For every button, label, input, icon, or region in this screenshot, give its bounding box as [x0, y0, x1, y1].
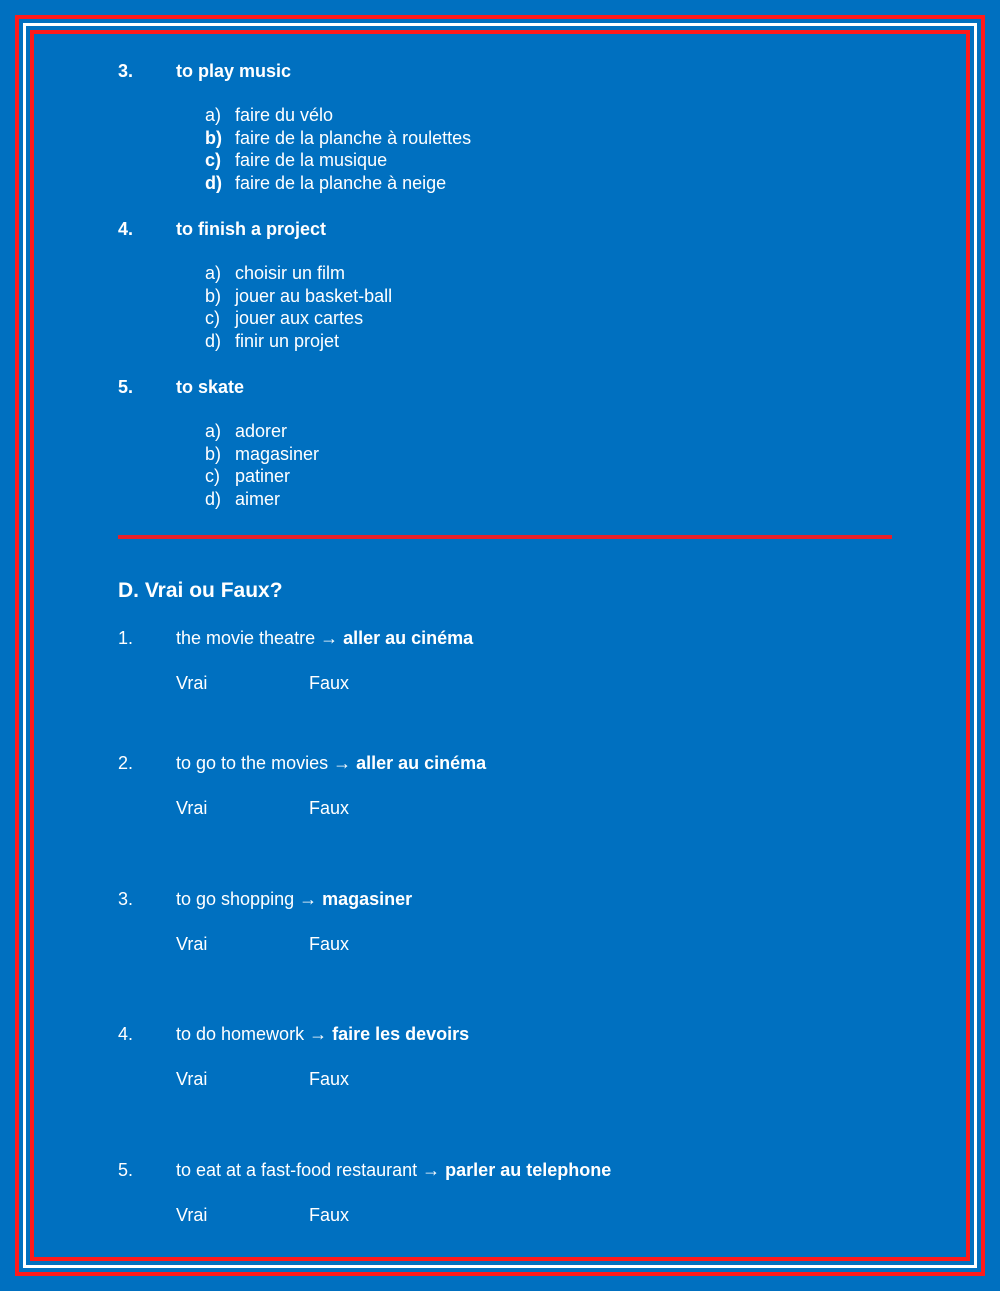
section-title: D. Vrai ou Faux?	[118, 579, 283, 602]
french-phrase: magasiner	[322, 889, 413, 909]
option-letter: c)	[205, 466, 220, 487]
faux-option[interactable]: Faux	[309, 1069, 350, 1089]
option-text: patiner	[235, 466, 291, 487]
option-text: magasiner	[235, 443, 320, 464]
option-b[interactable]	[205, 443, 319, 466]
option-d[interactable]	[205, 330, 392, 353]
option-text: adorer	[235, 421, 288, 441]
option-letter: d)	[205, 172, 222, 193]
option-text: choisir un film	[235, 263, 346, 283]
option-text: finir un projet	[235, 330, 340, 351]
option-text: faire de la planche à roulettes	[235, 127, 472, 148]
question-number: 5.	[118, 377, 134, 397]
english-phrase: to go to the movies →	[176, 753, 352, 773]
english-phrase: the movie theatre →	[176, 628, 339, 648]
item-prompt	[176, 1160, 611, 1180]
question-5-options	[205, 420, 319, 510]
option-text: faire de la planche à neige	[235, 172, 447, 193]
vrai-option[interactable]: Vrai	[176, 1069, 208, 1089]
item-number: 3.	[118, 889, 134, 909]
french-phrase: faire les devoirs	[332, 1024, 470, 1044]
option-letter: a)	[205, 105, 222, 125]
option-letter: b)	[205, 285, 222, 306]
item-number: 5.	[118, 1160, 134, 1180]
option-c[interactable]	[205, 465, 319, 488]
item-prompt	[176, 753, 486, 773]
question-prompt: to skate	[176, 377, 245, 397]
option-d[interactable]	[205, 172, 471, 195]
french-phrase: aller au cinéma	[343, 628, 474, 648]
option-letter: d)	[205, 488, 222, 509]
option-c[interactable]	[205, 149, 471, 172]
option-d[interactable]	[205, 488, 319, 511]
option-letter: a)	[205, 421, 222, 441]
french-phrase: aller au cinéma	[356, 753, 487, 773]
option-b[interactable]	[205, 285, 392, 308]
option-text: faire de la musique	[235, 150, 388, 171]
item-number: 1.	[118, 628, 134, 648]
english-phrase: to go shopping →	[176, 889, 318, 909]
question-number: 3.	[118, 61, 134, 81]
option-letter: c)	[205, 308, 220, 329]
item-number: 2.	[118, 753, 134, 773]
option-text: jouer aux cartes	[235, 308, 364, 329]
section-divider	[118, 535, 892, 539]
option-b[interactable]	[205, 127, 471, 150]
english-phrase: to eat at a fast-food restaurant →	[176, 1160, 441, 1180]
option-letter: d)	[205, 330, 222, 351]
vrai-option[interactable]: Vrai	[176, 934, 208, 954]
item-prompt	[176, 1024, 469, 1044]
option-letter: a)	[205, 263, 222, 283]
question-number: 4.	[118, 219, 134, 239]
option-letter: b)	[205, 443, 222, 464]
question-4-options	[205, 262, 392, 352]
option-text: faire du vélo	[235, 105, 334, 125]
vrai-option[interactable]: Vrai	[176, 798, 208, 818]
option-text: jouer au basket-ball	[235, 285, 393, 306]
english-phrase: to do homework →	[176, 1024, 328, 1044]
option-a[interactable]	[205, 420, 319, 443]
faux-option[interactable]: Faux	[309, 798, 350, 818]
faux-option[interactable]: Faux	[309, 934, 350, 954]
option-letter: b)	[205, 127, 222, 148]
french-phrase: parler au telephone	[445, 1160, 612, 1180]
item-number: 4.	[118, 1024, 134, 1044]
item-prompt	[176, 628, 473, 648]
option-c[interactable]	[205, 307, 392, 330]
question-3-options	[205, 104, 471, 194]
question-prompt: to finish a project	[176, 219, 327, 239]
question-prompt: to play music	[176, 61, 292, 81]
vrai-option[interactable]: Vrai	[176, 673, 208, 693]
option-a[interactable]	[205, 104, 471, 127]
faux-option[interactable]: Faux	[309, 1205, 350, 1225]
vrai-option[interactable]: Vrai	[176, 1205, 208, 1225]
option-a[interactable]	[205, 262, 392, 285]
option-text: aimer	[235, 488, 281, 509]
option-letter: c)	[205, 150, 222, 171]
item-prompt	[176, 889, 412, 909]
faux-option[interactable]: Faux	[309, 673, 350, 693]
